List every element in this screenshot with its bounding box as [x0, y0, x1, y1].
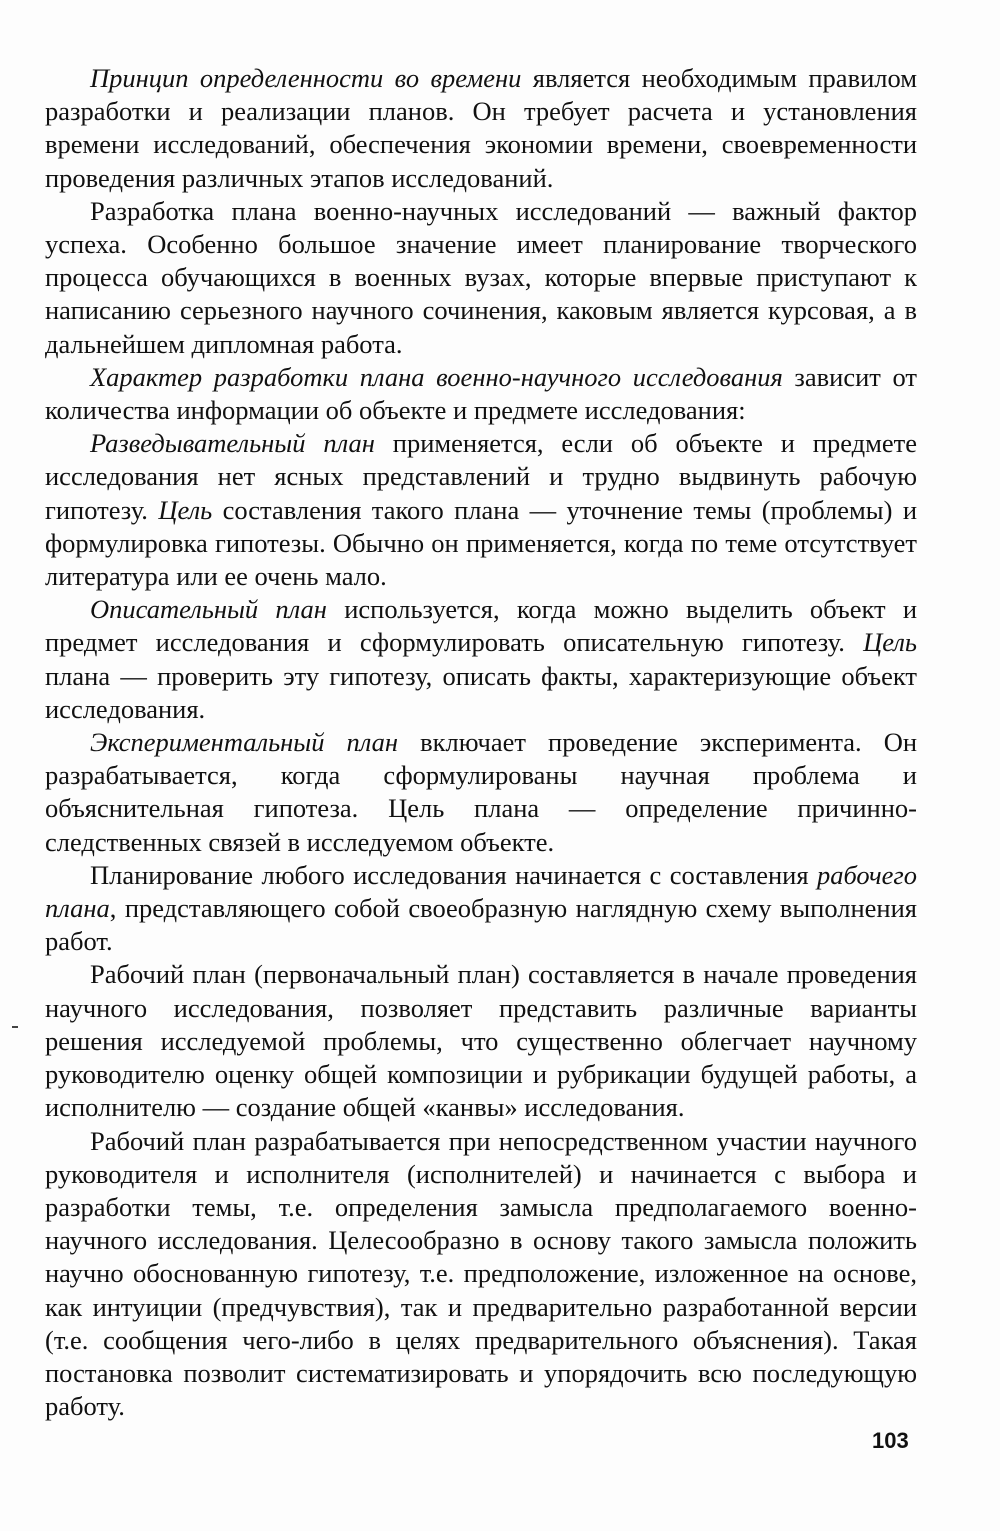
paragraph-text: зависит от количества информации об объекте и предмете исследования:: [45, 361, 917, 426]
paragraph-text: является необходимым правилом разработки и реализации планов. Он требует расчета и установления времени исследований, обеспечения экономии времени, своевременности проведения различных этапов исследований.: [45, 63, 917, 193]
term-goal: Цель: [158, 494, 213, 525]
body-text: [45, 62, 917, 1423]
paragraph-text: , представляющего собой своеобразную наглядную схему выполнения работ.: [45, 893, 917, 957]
paragraph-text: составления такого плана — уточнение темы (проблемы) и формулировка гипотезы. Обычно он применяется, когда по теме отсутствует литература или ее очень мало.: [45, 494, 917, 592]
paragraph-text: Рабочий план разрабатывается при непосредственном участии научного руководителя и исполнителя (исполнителей) и начинается с выбора и разработки темы, т.е. определения замысла предполагаемого военно-научного исследования. Целесообразно в основу такого замысла положить научно обоснованную гипотезу, т.е. предположение, изложенное на основе, как интуиции (предчувствия), так и предварительно разработанной версии (т.е. сообщения чего-либо в целях предварительного объяснения). Такая постановка позволит систематизировать и упорядочить всю последующую работу.: [45, 1125, 917, 1422]
paragraph-plan-character: [45, 361, 917, 427]
paragraph-working-plan: [45, 958, 917, 1124]
paragraph-text: Разработка плана военно-научных исследований — важный фактор успеха. Особенно большое значение имеет планирование творческого процесса обучающихся в военных вузах, которые впервые приступают к написанию серьезного научного сочинения, каковым является курсовая, а в дальнейшем дипломная работа.: [45, 195, 917, 359]
paragraph-exploratory-plan: [45, 427, 917, 593]
term-plan-character: Характер разработки плана военно-научного исследования: [90, 361, 783, 392]
term-exploratory-plan: Разведывательный план: [90, 428, 375, 459]
page-number: 103: [872, 1428, 909, 1453]
paragraph-planning-start: [45, 859, 917, 959]
paragraph-text: Планирование любого исследования начинается с составления: [90, 859, 817, 890]
term-working-plan: рабочего плана: [45, 859, 917, 924]
term-experimental-plan: Экспериментальный план: [90, 727, 399, 758]
paragraph-experimental-plan: [45, 726, 917, 859]
paragraph-time-principle: [45, 62, 917, 195]
paragraph-text: используется, когда можно выделить объект и предмет исследования и сформулировать описательную гипотезу.: [45, 594, 918, 658]
paragraph-text: плана — проверить эту гипотезу, описать факты, характеризующие объект исследования.: [45, 660, 917, 724]
term-time-principle: Принцип определенности во времени: [90, 63, 522, 93]
paragraph-working-plan-development: [45, 1125, 917, 1424]
paragraph-text: применяется, если об объекте и предмете исследования нет ясных представлений и трудно выдвинуть рабочую гипотезу.: [45, 428, 917, 525]
term-goal: Цель: [863, 627, 917, 658]
paragraph-plan-development: [45, 195, 917, 361]
margin-mark: [12, 1026, 18, 1028]
term-descriptive-plan: Описательный план: [90, 594, 327, 625]
paragraph-text: включает проведение эксперимента. Он разрабатывается, когда сформулированы научная проблема и объяснительная гипотеза. Цель плана — определение причинно-следственных связей в исследуемом объекте.: [45, 727, 918, 857]
paragraph-text: Рабочий план (первоначальный план) составляется в начале проведения научного исследования, позволяет представить различные варианты решения исследуемой проблемы, что существенно облегчает научному руководителю оценку общей композиции и рубрикации будущей работы, а исполнителю — создание общей «канвы» исследования.: [45, 959, 917, 1123]
paragraph-descriptive-plan: [45, 593, 917, 726]
